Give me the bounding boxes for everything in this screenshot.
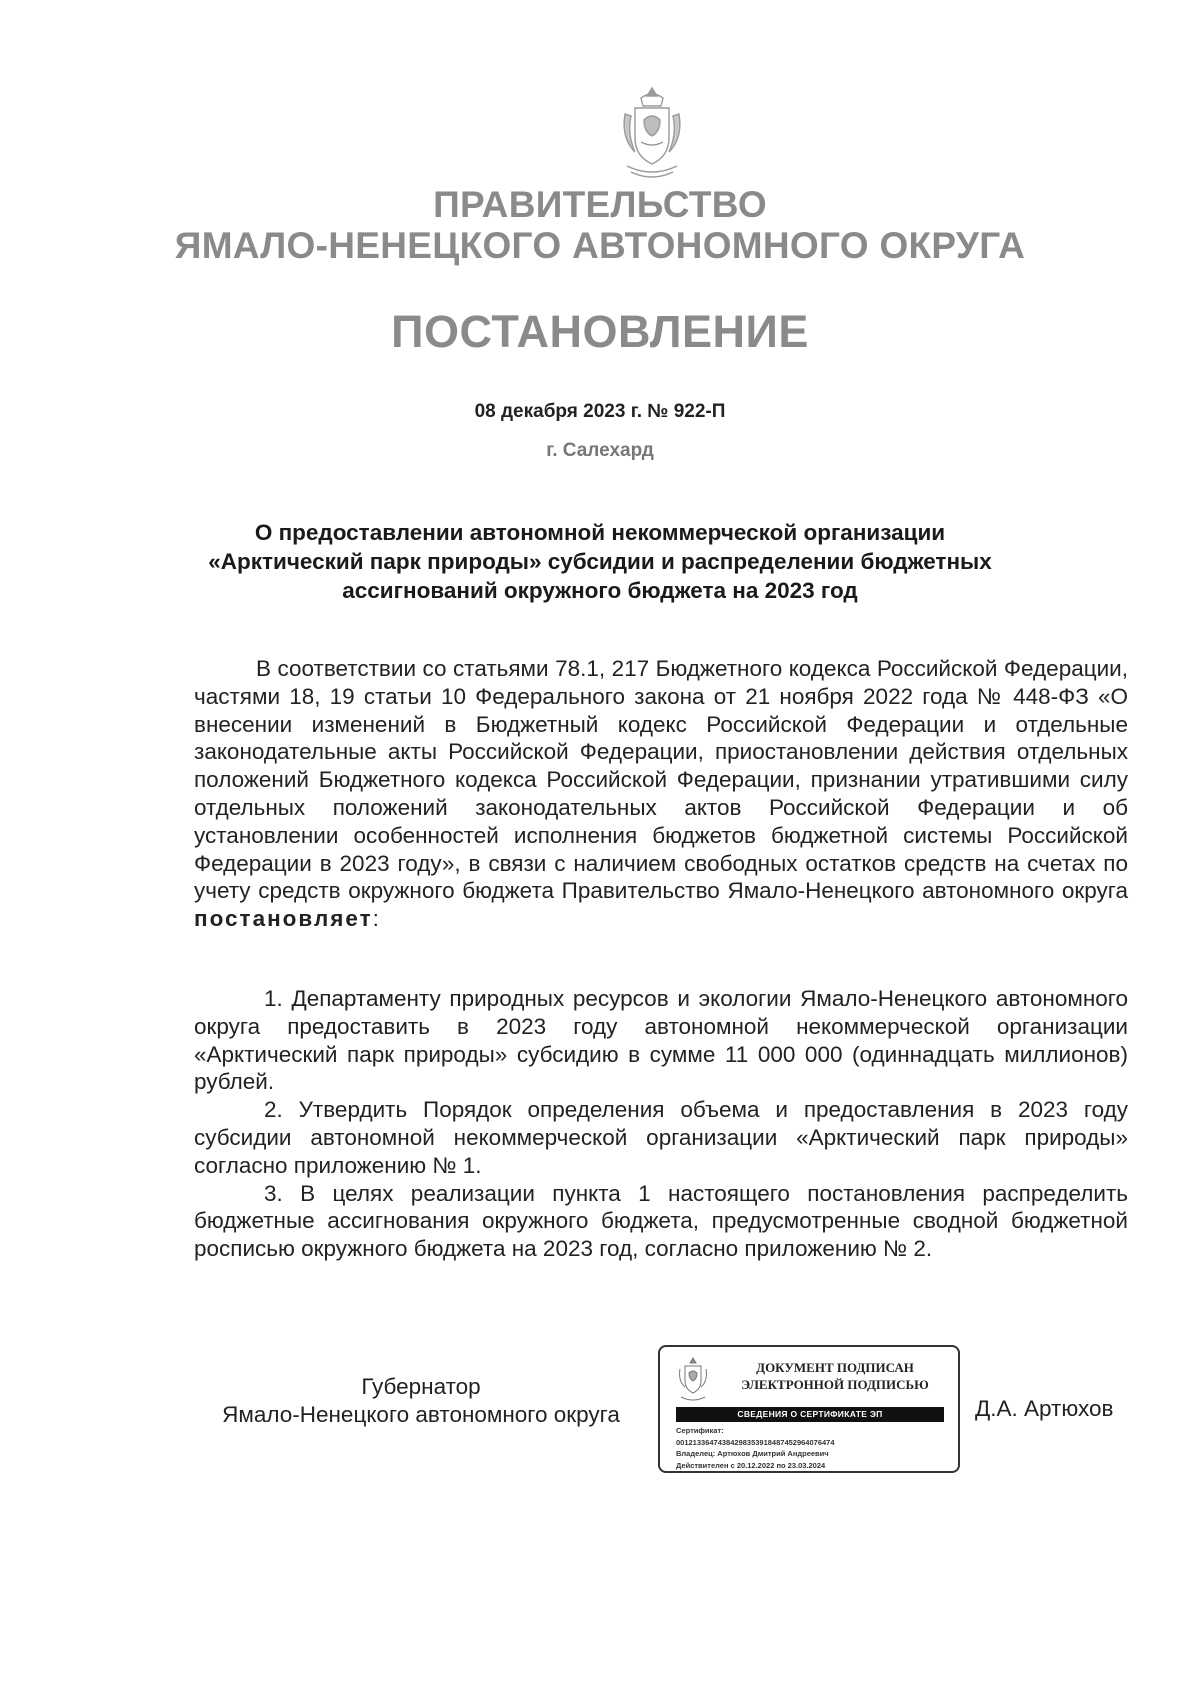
certificate-number: 00121336474384298353918487452964076474 (676, 1437, 835, 1447)
stamp-header (720, 1359, 950, 1393)
signatory-role-line: Ямало-Ненецкого автономного округа (222, 1402, 620, 1427)
title-line: О предоставлении автономной некоммерческой организации (254, 520, 946, 545)
certificate-owner: Владелец: Артюхов Дмитрий Андреевич (676, 1449, 829, 1458)
document-date-number: 08 декабря 2023 г. № 922-П (474, 401, 726, 422)
organization-name-line1: ПРАВИТЕЛЬСТВО (433, 184, 767, 225)
electronic-signature-stamp (658, 1345, 960, 1473)
stamp-header-line: ЭЛЕКТРОННОЙ ПОДПИСЬЮ (741, 1377, 929, 1392)
resolution-item: 3. В целях реализации пункта 1 настоящего постановления распределить бюджетные ассигнования окружного бюджета, предусмотренные сводной бюджетной росписью окружного бюджета на 2023 год, согласно приложению № 2. (194, 1180, 1128, 1262)
certificate-validity: Действителен с 20.12.2022 по 23.03.2024 (676, 1460, 826, 1470)
resolution-item: 1. Департаменту природных ресурсов и экологии Ямало-Ненецкого автономного округа предоставить в 2023 году автономной некоммерческой организации «Арктический парк природы» субсидию в сумме 11 000 000 (одиннадцать миллионов) рублей. (194, 986, 1128, 1095)
document-city: г. Салехард (546, 440, 654, 461)
resolution-item: 2. Утвердить Порядок определения объема и предоставления в 2023 году субсидии автономной некоммерческой организации «Арктический парк природы» согласно приложению № 1. (194, 1097, 1128, 1178)
document-type: ПОСТАНОВЛЕНИЕ (391, 306, 809, 357)
title-line: «Арктический парк природы» субсидии и распределении бюджетных (208, 549, 992, 574)
preamble-colon: : (372, 906, 379, 932)
signatory-position (186, 1373, 656, 1429)
certificate-info-bar: СВЕДЕНИЯ О СЕРТИФИКАТЕ ЭП (676, 1407, 944, 1422)
stamp-emblem-icon (676, 1357, 710, 1407)
signatory-role-line: Губернатор (361, 1374, 481, 1399)
signatory-name: Д.А. Артюхов (975, 1396, 1114, 1421)
document-title (200, 518, 1000, 605)
preamble-paragraph (194, 655, 1128, 933)
certificate-label: Сертификат: (676, 1426, 724, 1435)
title-line: ассигнований окружного бюджета на 2023 год (342, 578, 858, 603)
coat-of-arms-icon (617, 86, 687, 181)
operative-verb: постановляет (194, 906, 373, 932)
preamble-text: В соответствии со статьями 78.1, 217 Бюджетного кодекса Российской Федерации, частями 18, 19 статьи 10 Федерального закона от 21 ноября 2022 года № 448-ФЗ «О внесении изменений в Бюджетный кодекс Российской Федерации и отдельные законодательные акты Российской Федерации, приостановлении действия отдельных положений Бюджетного кодекса Российской Федерации, признании утратившими силу отдельных положений законодательных актов Российской Федерации и об установлении особенностей исполнения бюджетов бюджетной системы Российской Федерации в 2023 году», в связи с наличием свободных остатков средств на счетах по учету средств окружного бюджета Правительство Ямало-Ненецкого автономного округа (194, 656, 1128, 904)
certificate-details (676, 1425, 946, 1471)
resolution-items (194, 985, 1128, 1263)
stamp-header-line: ДОКУМЕНТ ПОДПИСАН (756, 1360, 914, 1375)
organization-name-line2: ЯМАЛО-НЕНЕЦКОГО АВТОНОМНОГО ОКРУГА (174, 225, 1026, 266)
